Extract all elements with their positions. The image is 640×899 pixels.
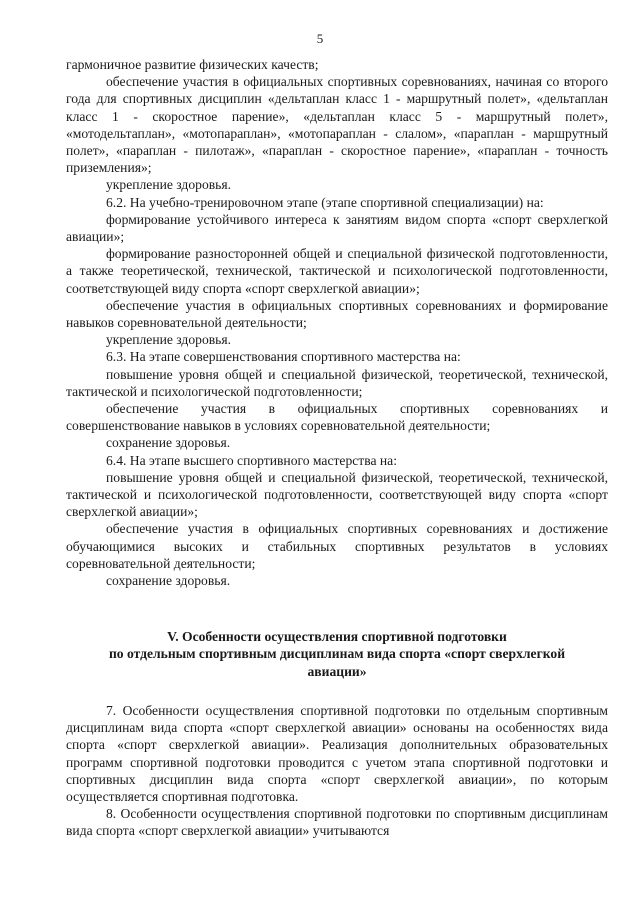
paragraph: обеспечение участия в официальных спортивных соревнованиях и формирование навыков соревновательной деятельности; <box>66 297 608 331</box>
section-heading <box>66 628 608 680</box>
paragraph: обеспечение участия в официальных спортивных соревнованиях, начиная со второго года для спортивных дисциплин «дельтаплан класс 1 - маршрутный полет», «дельтаплан класс 1 - скоростное парение», «дельтаплан класс 5 - маршрутный полет», «мотодельтаплан», «мотопараплан», «мотопараплан - слалом», «параплан - маршрутный полет», «параплан - пилотаж», «параплан - скоростное парение», «параплан - точность приземления»; <box>66 74 608 176</box>
paragraph: 8. Особенности осуществления спортивной подготовки по спортивным дисциплинам вида спорта «спорт сверхлегкой авиации» учитываются <box>66 806 608 839</box>
page-number: 5 <box>316 31 324 46</box>
section-heading-line: V. Особенности осуществления спортивной подготовки <box>167 629 507 644</box>
paragraph: повышение уровня общей и специальной физической, теоретической, технической, тактической и психологической подготовленности, соответствующей виду спорта «спорт сверхлегкой авиации»; <box>66 469 608 520</box>
top-text-block <box>66 56 608 589</box>
paragraph: обеспечение участия в официальных спортивных соревнованиях и достижение обучающимися высоких и стабильных спортивных результатов в условиях соревновательной деятельности; <box>66 521 608 571</box>
paragraph: формирование устойчивого интереса к занятиям видом спорта «спорт сверхлегкой авиации»; <box>66 211 608 245</box>
section-heading-line: по отдельным спортивным дисциплинам вида спорта «спорт сверхлегкой <box>108 646 566 662</box>
paragraph: укрепление здоровья. <box>106 177 232 193</box>
paragraph: гармоничное развитие физических качеств; <box>66 57 319 72</box>
section-heading-line: авиации» <box>307 663 367 679</box>
paragraph: 7. Особенности осуществления спортивной подготовки по отдельным спортивным дисциплинам вида спорта «спорт сверхлегкой авиации» основаны на особенностях вида спорта «спорт сверхлегкой авиации». Реализация дополнительных образовательных программ спортивной подготовки проводится с учетом этапа спортивной подготовки и спортивных дисциплин вида спорта «спорт сверхлегкой авиации», по которым осуществляется спортивная подготовка. <box>66 703 608 805</box>
paragraph: обеспечение участия в официальных спортивных соревнованиях и совершенствование навыков в условиях соревновательной деятельности; <box>66 401 608 434</box>
paragraph: 6.2. На учебно-тренировочном этапе (этапе спортивной специализации) на: <box>106 194 544 210</box>
paragraph: укрепление здоровья. <box>106 332 232 348</box>
paragraph: 6.4. На этапе высшего спортивного мастерства на: <box>106 452 397 468</box>
paragraph: 6.3. На этапе совершенствования спортивного мастерства на: <box>106 349 461 365</box>
paragraph: сохранение здоровья. <box>106 435 231 451</box>
paragraph: повышение уровня общей и специальной физической, теоретической, технической, тактической и психологической подготовленности; <box>66 366 608 399</box>
bottom-text-block <box>66 702 608 840</box>
paragraph: формирование разносторонней общей и специальной физической подготовленности, а также теоретической, технической, тактической и психологической подготовленности, соответствующей виду спорта «спорт сверхлегкой авиации»; <box>66 246 608 296</box>
paragraph: сохранение здоровья. <box>106 573 231 589</box>
